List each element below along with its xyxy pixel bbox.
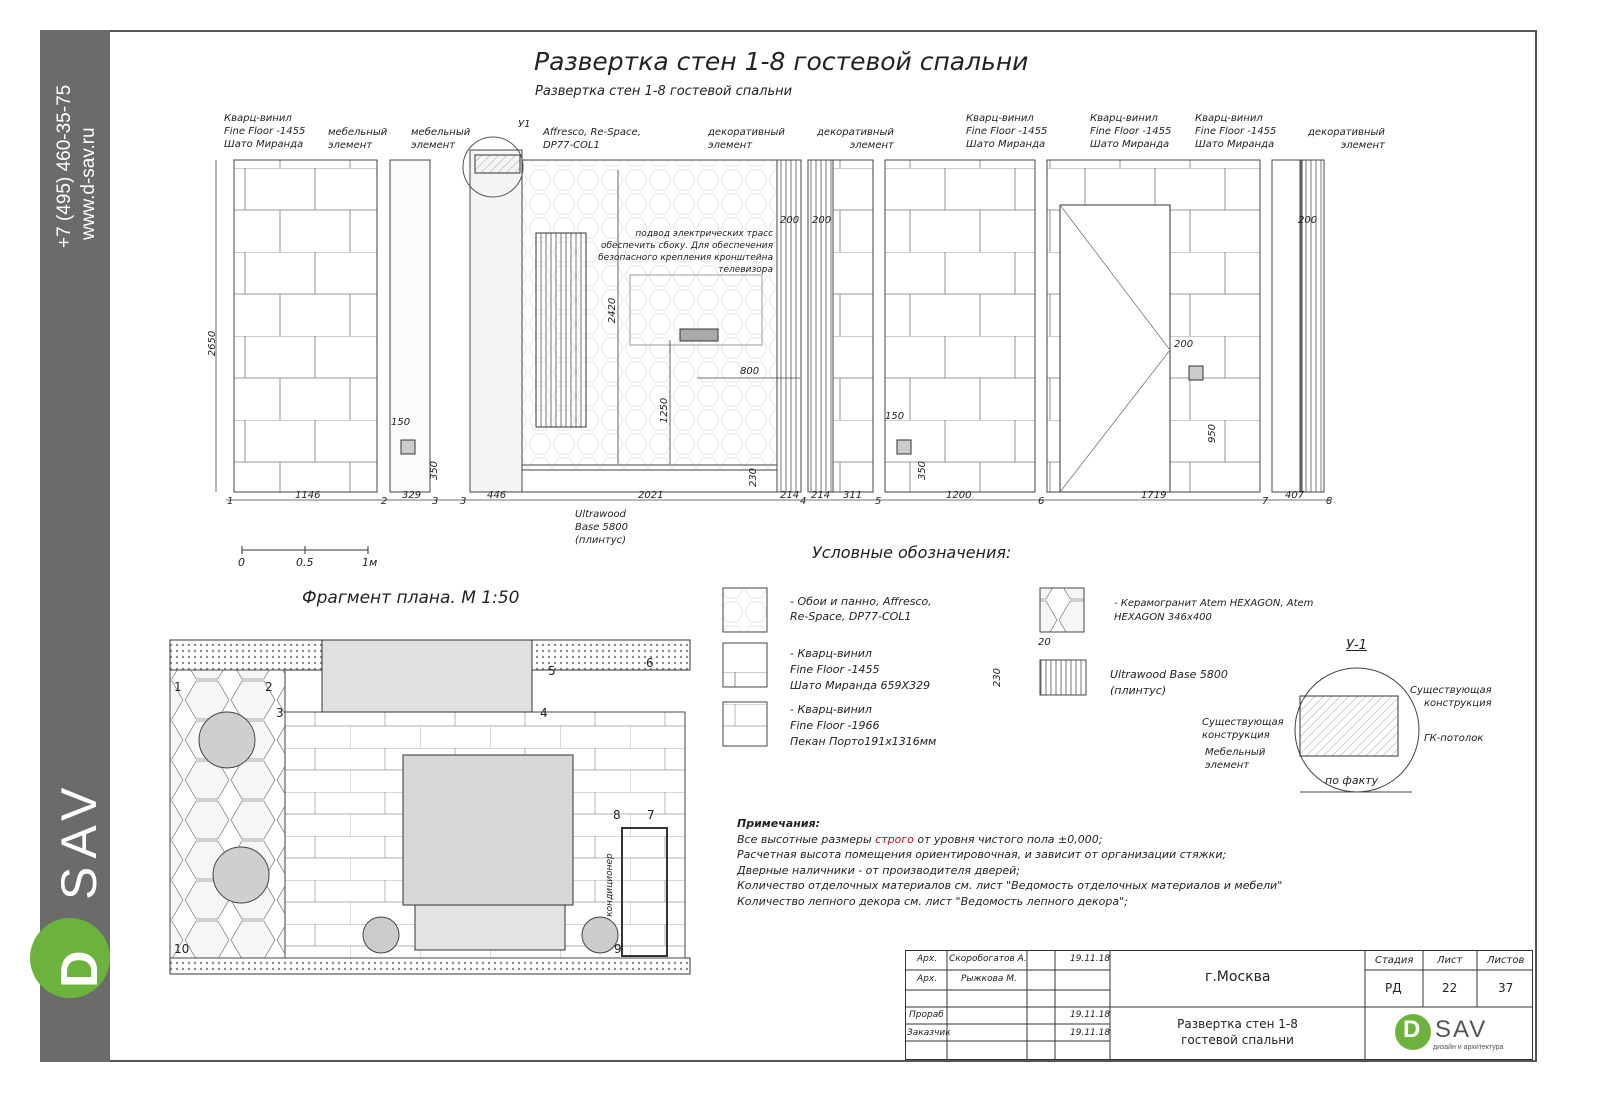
node-8: 8 [1326,496,1333,507]
wall-3-wood [470,150,522,492]
decor-strip-3 [1300,160,1324,492]
plan-armchair-1 [199,712,255,768]
tb-sheets-label: Листов [1487,955,1525,966]
plan-node-5: 5 [548,664,556,678]
node-2: 2 [381,496,388,507]
node-5: 5 [875,496,882,507]
notes-line-2: Расчетная высота помещения ориентировочная, и зависит от организации стяжки; [737,848,1227,861]
wall-4 [833,160,873,492]
tb-sheet-title: Развертка стен 1-8 гостевой спальни [1177,1017,1298,1047]
callout-electrical: подвод электрических трасс обеспечить сбоку. Для обеспечения безопасного крепления кронштейна телевизора [598,229,773,275]
notes-line-1: Все высотные размеры строго от уровня чистого пола ±0,000; [737,832,1103,846]
dim-800: 800 [740,366,760,377]
detail-u1-fill [1300,696,1398,756]
legend-skirt-dim-230: 230 [992,667,1004,688]
plan-bed-base [415,905,565,950]
bottom-dim-407: 407 [1285,490,1305,501]
plan-bed [403,755,573,905]
detail-u1-existing-top: Существующая конструкция [1410,685,1492,709]
scale-label-1m: 1м [362,556,378,569]
plan-lamp-2 [582,917,618,953]
tb-name-1: Скоробогатов А. [949,954,1027,964]
radiator [536,233,586,427]
page-title: Развертка стен 1-8 гостевой спальни [534,47,1029,76]
notes-line-4: Количество отделочных материалов см. лист "Ведомость отделочных материалов и мебели" [737,879,1283,892]
tb-logo-sub: дизайн и архитектура [1433,1044,1504,1051]
plan-node-2: 2 [265,680,273,694]
legend-item-wallpaper: - Обои и панно, Affresco, Re-Space, DP77-COL1 [790,595,932,623]
tb-logo-text: SAV [1435,1016,1488,1043]
dim-150-a: 150 [391,417,411,428]
node-6: 6 [1038,496,1045,507]
plan-conditioner-label: кондиционер [604,853,615,917]
tb-date-4: 19.11.18 [1070,1010,1111,1020]
tb-sheet-label: Лист [1437,955,1463,966]
detail-u1-existing-left: Существующая конструкция [1202,717,1284,741]
phone-number: +7 (495) 460-35-75 [54,84,75,248]
scale-label-0: 0 [238,556,245,569]
switch-1 [1189,366,1203,380]
legend-swatch-wallpaper [723,588,767,632]
plan-title: Фрагмент плана. М 1:50 [302,588,520,608]
scale-bar [242,546,368,554]
tb-role-4: Прораб [909,1010,944,1020]
decor-strip-1 [777,160,801,492]
detail-u1-fact: по факту [1325,774,1379,787]
plan-node-9: 9 [614,942,622,956]
elevation-walls [234,137,1324,492]
socket-1 [401,440,415,454]
node-1: 1 [227,496,234,507]
legend-item-hexagon: - Керамогранит Atem HEXAGON, Atem HEXAGON 346x400 [1114,598,1314,623]
tb-sheet: 22 [1442,981,1458,995]
website: www.d-sav.ru [78,127,99,240]
notes-title: Примечания: [737,817,820,830]
plan-node-7: 7 [647,808,655,822]
dim-200-b: 200 [812,215,832,226]
dim-2420: 2420 [607,297,619,324]
notes-line-5: Количество лепного декора см. лист "Ведомость лепного декора"; [737,894,1128,908]
detail-u1-furniture: Мебельный элемент [1205,747,1266,771]
callout-decor-3: декоративный элемент [1308,127,1385,151]
dim-350-b: 350 [917,460,929,481]
detail-u1-title: У-1 [1346,638,1367,653]
tb-role-2: Арх. [917,974,938,984]
tb-date-5: 19.11.18 [1070,1028,1111,1038]
plan-armchair-2 [213,847,269,903]
callout-vinyl-wall6b: Кварц-винил Fine Floor -1455 Шато Миранда [1195,113,1277,150]
sidebar-logo-text: SAV [51,779,107,900]
node-3b: 3 [460,496,467,507]
legend-item-vinyl-1455: - Кварц-винил Fine Floor -1455 Шато Миранда 659Х329 [790,647,931,692]
callout-furniture-1: мебельный элемент [328,127,388,151]
tb-role-1: Арх. [917,954,938,964]
callout-u1: У1 [518,119,531,130]
wall-1 [234,160,377,492]
bottom-dim-2021: 2021 [638,490,664,501]
door [1060,205,1170,492]
notes-line-3: Дверные наличники - от производителя дверей; [737,863,1020,877]
scale-label-05: 0.5 [296,556,314,569]
bottom-dim-1146: 1146 [295,490,321,501]
sidebar-logo-d: D [51,950,109,988]
tb-sheets: 37 [1498,981,1514,995]
callout-ultrawood: Ultrawood Base 5800 (плинтус) [575,509,628,546]
dim-230: 230 [748,467,760,488]
tb-name-2: Рыжкова М. [961,974,1017,984]
dim-2650: 2650 [207,330,219,357]
node-3a: 3 [432,496,439,507]
plan-outer-wall-bottom [170,958,690,974]
plan-lamp-1 [363,917,399,953]
node-4a: 4 [800,496,807,507]
page-subtitle: Развертка стен 1-8 гостевой спальни [535,84,793,99]
legend-swatch-vinyl-1966 [723,702,767,746]
bottom-dim-1200: 1200 [946,490,972,501]
plan-node-8: 8 [613,808,621,822]
callout-vinyl-wall6a: Кварц-винил Fine Floor -1455 Шато Миранда [1090,113,1172,150]
legend-swatch-skirt [1040,660,1086,695]
callout-vinyl-wall1: Кварц-винил Fine Floor -1455 Шато Миранда [224,113,306,150]
socket-3 [897,440,911,454]
wall-7 [1272,160,1302,492]
callout-vinyl-wall5: Кварц-винил Fine Floor -1455 Шато Миранда [966,113,1048,150]
legend-swatch-hexagon [1040,588,1084,632]
tb-stage-label: Стадия [1375,955,1414,966]
dim-200-c: 200 [1174,339,1194,350]
legend-item-skirt: Ultrawood Base 5800 (плинтус) [1110,668,1228,697]
dim-1250: 1250 [659,397,671,424]
callout-decor-1: декоративный элемент [708,127,785,151]
dim-950: 950 [1207,423,1219,444]
tb-logo-d: D [1403,1016,1421,1043]
plan-node-4: 4 [540,706,548,720]
bottom-dim-214a: 214 [780,490,800,501]
dim-150-b: 150 [885,411,905,422]
legend-item-vinyl-1966: - Кварц-винил Fine Floor -1966 Пекан Порто191х1316мм [790,703,937,748]
socket-2 [680,329,718,341]
dim-200-d: 200 [1298,215,1318,226]
legend-skirt-dim-20: 20 [1038,637,1051,648]
tb-role-5: Заказчик [907,1028,951,1038]
bottom-dim-214b: 214 [811,490,831,501]
callout-affresco: Affresco, Re-Space, DP77-COL1 [543,127,641,151]
tb-stage: РД [1385,981,1402,995]
legend-swatch-vinyl-1455 [723,643,767,687]
bottom-dim-311: 311 [843,490,863,501]
decor-strip-2 [808,160,833,492]
plan-wardrobe [322,640,532,712]
detail-u1-block [475,155,520,173]
tb-city: г.Москва [1205,969,1271,985]
plan-node-10: 10 [174,942,190,956]
floor-plan [170,640,690,974]
bottom-dim-446: 446 [487,490,507,501]
title-block [905,950,1533,1060]
legend-title: Условные обозначения: [812,543,1012,562]
detail-u1-gk: ГК-потолок [1424,733,1484,744]
callout-decor-2: декоративный элемент [817,127,894,151]
plan-node-3: 3 [276,706,284,720]
tb-date-1: 19.11.18 [1070,954,1111,964]
notes-block [737,816,1282,909]
dim-200-a: 200 [780,215,800,226]
plan-node-6: 6 [646,656,654,670]
callout-furniture-2: мебельный элемент [411,127,471,151]
bottom-dim-329: 329 [402,490,422,501]
node-7: 7 [1262,496,1269,507]
plan-node-1: 1 [174,680,182,694]
dim-350-a: 350 [429,460,441,481]
bottom-dim-1719: 1719 [1141,490,1167,501]
